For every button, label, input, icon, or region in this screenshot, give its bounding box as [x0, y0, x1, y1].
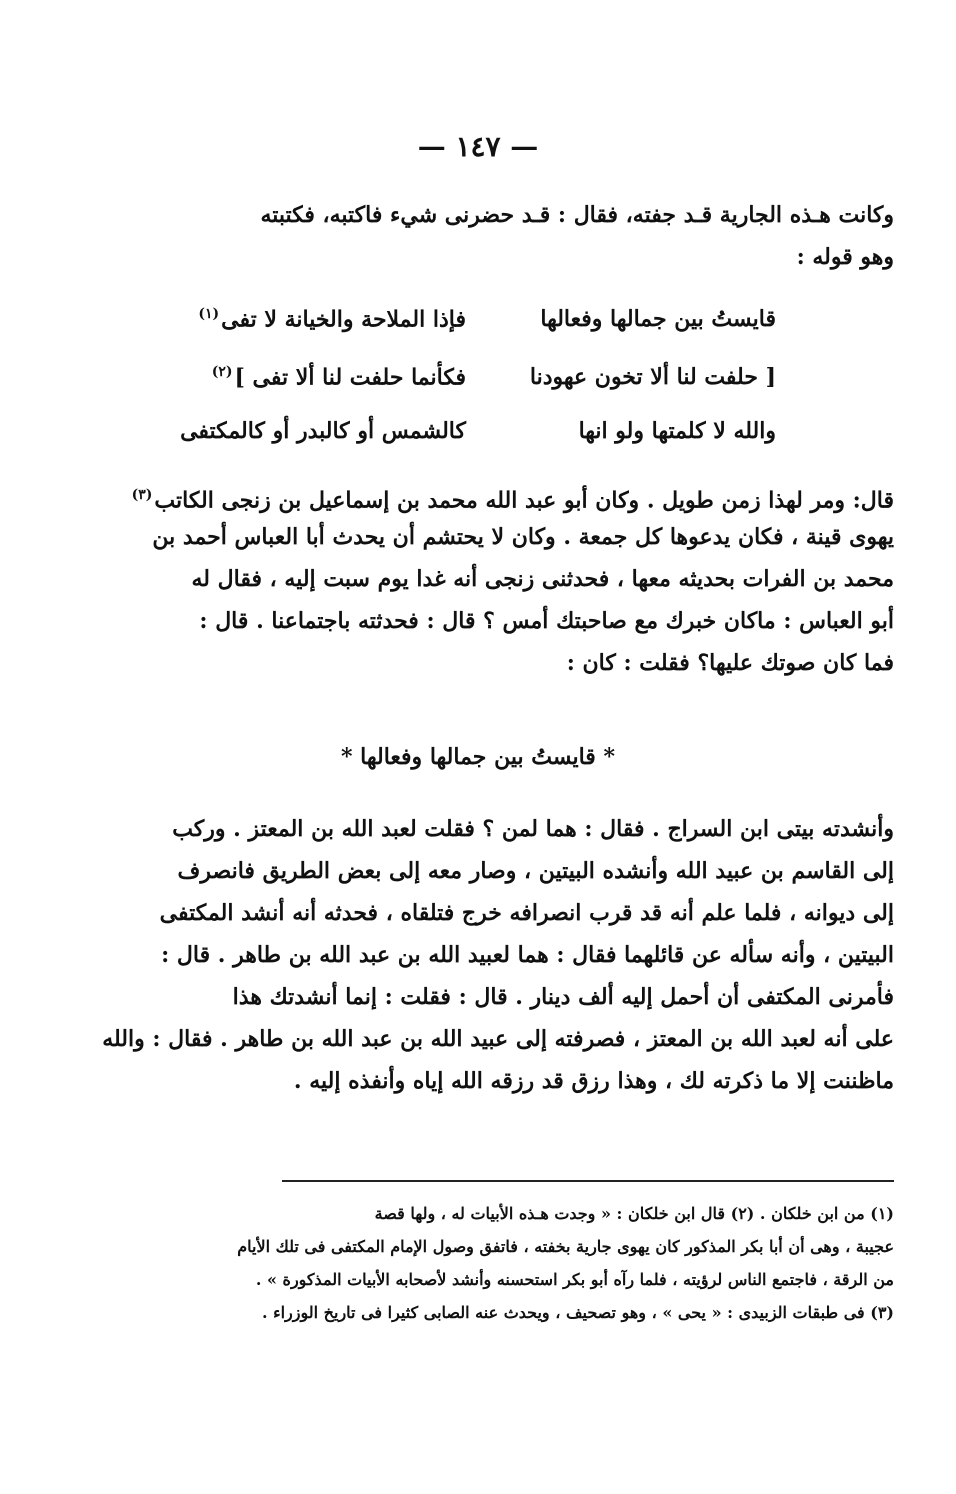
text-line: على أنه لعبد الله بن المعتز ، فصرفته إلى عبيد الله بن عبد الله بن طاهر . فقال : والله	[102, 1026, 894, 1052]
verse-hemistich-1: قايستُ بين جمالها وفعالها	[540, 306, 776, 332]
text-line: البيتين ، وأنه سأله عن قائلهما فقال : هما لعبيد الله بن عبد الله بن طاهر . قال :	[161, 942, 894, 968]
text-line: قال: ومر لهذا زمن طويل . وكان أبو عبد الله محمد بن إسماعيل بن زنجى الكاتب$^{(٣)}$	[131, 487, 894, 514]
verse-3	[176, 418, 776, 458]
text-line: ماظننت إلا ما ذكرته لك ، وهذا رزق قد رزقه الله إياه وأنفذه إليه .	[293, 1068, 894, 1094]
text-line: وهو قوله :	[796, 244, 894, 270]
paragraph-3	[62, 808, 894, 1102]
paragraph-1	[62, 194, 894, 278]
verse-1	[176, 306, 776, 346]
verse-hemistich-1: [ حلفت لنا ألا تخون عهودنا	[529, 364, 776, 390]
text-line: أبو العباس : ماكان خبرك مع صاحبتك أمس ؟ قال : فحدثته باجتماعنا . قال :	[199, 608, 894, 634]
quoted-verse: * قايستُ بين جمالها وفعالها *	[341, 744, 615, 770]
footnote-line: (٣) فى طبقات الزبيدى : « يحى » ، وهو تصحيف ، ويحدث عنه الصابى كثيرا فى تاريخ الوزراء .	[261, 1303, 894, 1322]
text-line: فأمرنى المكتفى أن أحمل إليه ألف دينار . قال : فقلت : إنما أنشدتك هذا	[232, 984, 894, 1010]
text-line: فما كان صوتك عليها؟ فقلت : كان :	[566, 650, 894, 676]
footnote-marker: (٣)	[131, 487, 153, 503]
footnote-marker: (١)	[198, 306, 220, 322]
text-line: إلى ديوانه ، فلما علم أنه قد قرب انصرافه خرج فتلقاه ، فحدثه أنه أنشد المكتفى	[159, 900, 894, 926]
verse-hemistich-2: كالشمس أو كالبدر أو كالمكتفى	[180, 418, 466, 444]
text-line: وكانت هـذه الجارية قـد جفته، فقال : قـد حضرنى شيء فاكتبه، فكتبته	[260, 202, 894, 228]
verse-hemistich-2: فإذا الملاحة والخيانة لا تفى$^{(١)}$	[198, 306, 466, 333]
footnote-line: عجيبة ، وهى أن أبا بكر المذكور كان يهوى جارية بخفته ، فاتفق وصول الإمام المكتفى فى تلك الأيام	[237, 1237, 894, 1256]
paragraph-2	[62, 474, 894, 684]
page-number: — ١٤٧ —	[417, 130, 539, 163]
text-line: إلى القاسم بن عبيد الله وأنشده البيتين ، وصار معه إلى بعض الطريق فانصرف	[177, 858, 894, 884]
verse-hemistich-2: فكأنما حلفت لنا ألا تفى ]$^{(٢)}$	[211, 364, 466, 391]
footnote-divider	[282, 1180, 894, 1182]
footnote-line: من الرقة ، فاجتمع الناس لرؤيته ، فلما رآه أبو بكر استحسنه وأنشد لأصحابه الأبيات المذكورة » .	[255, 1270, 894, 1289]
verse-hemistich-1: والله لا كلمتها ولو انها	[578, 418, 776, 444]
verse-2	[176, 364, 776, 404]
footnote-line: (١) من ابن خلكان . (٢) قال ابن خلكان : « وجدت هـذه الأبيات له ، ولها قصة	[374, 1204, 894, 1223]
text-line: وأنشدته بيتى ابن السراج . فقال : هما لمن ؟ فقلت لعبد الله بن المعتز . وركب	[172, 816, 894, 842]
footnote-marker: (٢)	[211, 364, 233, 380]
text-line: يهوى قينة ، فكان يدعوها كل جمعة . وكان لا يحتشم أن يحدث أبا العباس أحمد بن	[152, 524, 894, 550]
text-line: محمد بن الفرات بحديثه معها ، فحدثنى زنجى أنه غدا يوم سبت إليه ، فقال له	[191, 566, 894, 592]
